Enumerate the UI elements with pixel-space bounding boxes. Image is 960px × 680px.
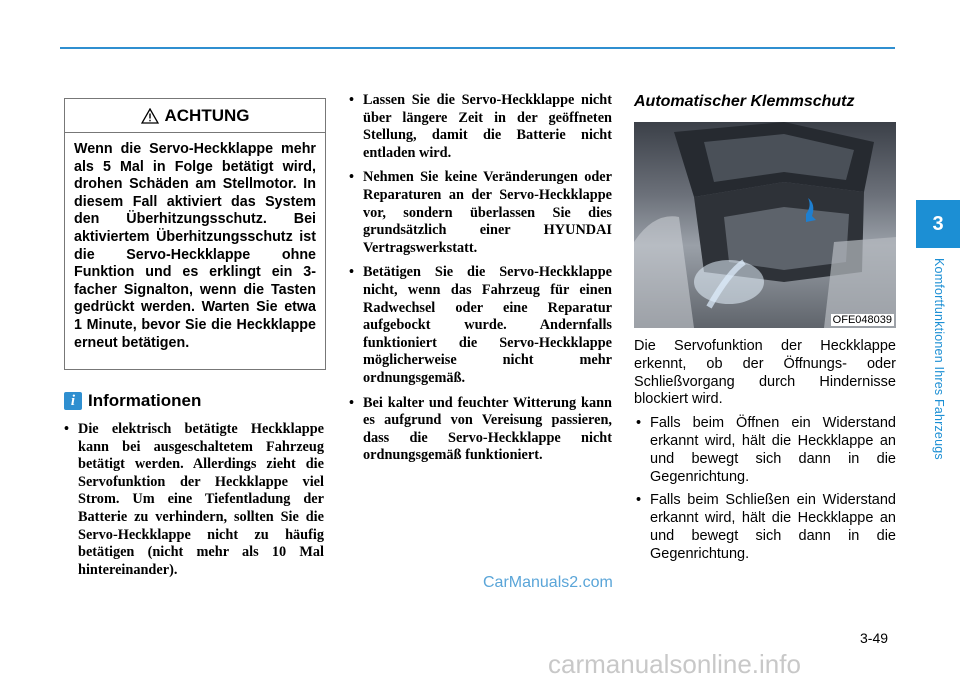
list-item: • Betätigen Sie die Servo-Heckklappe nicht, wenn das Fahrzeug für einen Radwechsel oder eine Reparatur aufgebockt wurde. Andernfalls funktioniert die Servo-Heckklappe möglicherweise nicht mehr ordnungsgemäß.: [349, 264, 612, 387]
page-number: 3-49: [860, 630, 889, 646]
list-item: • Nehmen Sie keine Veränderungen oder Reparaturen an der Servo-Heckklappe vor, sondern überlassen Sie dies grundsätzlich einer HYUNDAI Vertragswerkstatt.: [349, 169, 612, 257]
list-item: • Bei kalter und feuchter Witterung kann es aufgrund von Vereisung passieren, dass die Servo-Heckklappe nicht ordnungsgemäß funktioniert.: [349, 395, 612, 465]
info-icon: i: [64, 392, 82, 410]
notes-list: [349, 92, 612, 472]
chapter-title: Komfortfunktionen Ihres Fahrzeugs: [932, 258, 946, 460]
watermark: CarManuals2.com: [483, 574, 613, 591]
list-item: • Die elektrisch betätigte Heckklappe kann bei ausgeschaltetem Fahrzeug betätigt werden. Allerdings zieht die Servofunktion der Heckklappe viel Strom. Um eine Tiefentladung der Batterie zu verhindern, sollten Sie die Servo-Heckklappe nicht zu häufig betätigen (nicht mehr als 10 Mal hintereinander).: [64, 421, 324, 579]
section-heading: Automatischer Klemmschutz: [634, 93, 855, 110]
caution-text: Wenn die Servo-Heckklappe mehr als 5 Mal in Folge betätigt wird, drohen Schäden am Stellmotor. In diesem Fall aktiviert das System den Überhitzungsschutz. Bei aktiviertem Überhitzungsschutz ist die Servo-Heckklappe ohne Funktion und es erklingt ein 3-facher Signalton, wenn die Tasten gedrückt werden. Warten Sie etwa 1 Minute, bevor Sie die Heckklappe erneut betätigen.: [74, 141, 316, 351]
list-item: • Falls beim Öffnen ein Widerstand erkannt wird, hält die Heckklappe an und bewegt sich dann in die Gegenrichtung.: [634, 415, 896, 486]
caution-heading: ACHTUNG: [164, 105, 250, 125]
footer-watermark: carmanualsonline.info: [548, 649, 801, 679]
header-rule: [60, 47, 895, 49]
info-list: [64, 421, 324, 579]
intro-paragraph: Die Servofunktion der Heckklappe erkennt, ob der Öffnungs- oder Schließvorgang durch Hindernisse blockiert wird.: [634, 338, 896, 408]
info-heading: Informationen: [88, 391, 202, 410]
tailgate-illustration: [634, 122, 896, 328]
list-item: • Falls beim Schließen ein Widerstand erkannt wird, hält die Heckklappe an und bewegt sich dann in die Gegenrichtung.: [634, 492, 896, 563]
info-header: [64, 391, 201, 411]
image-code: OFE048039: [832, 314, 892, 326]
right-column-text: [634, 338, 896, 570]
behavior-list: [634, 415, 896, 563]
caution-header: [65, 99, 325, 133]
warning-triangle-icon: [141, 108, 159, 124]
list-item: • Lassen Sie die Servo-Heckklappe nicht über längere Zeit in der geöffneten Stellung, damit die Batterie nicht entladen wird.: [349, 92, 612, 162]
caution-box: [64, 98, 326, 370]
chapter-tab: 3: [916, 200, 960, 248]
tailgate-photo: [634, 122, 896, 328]
